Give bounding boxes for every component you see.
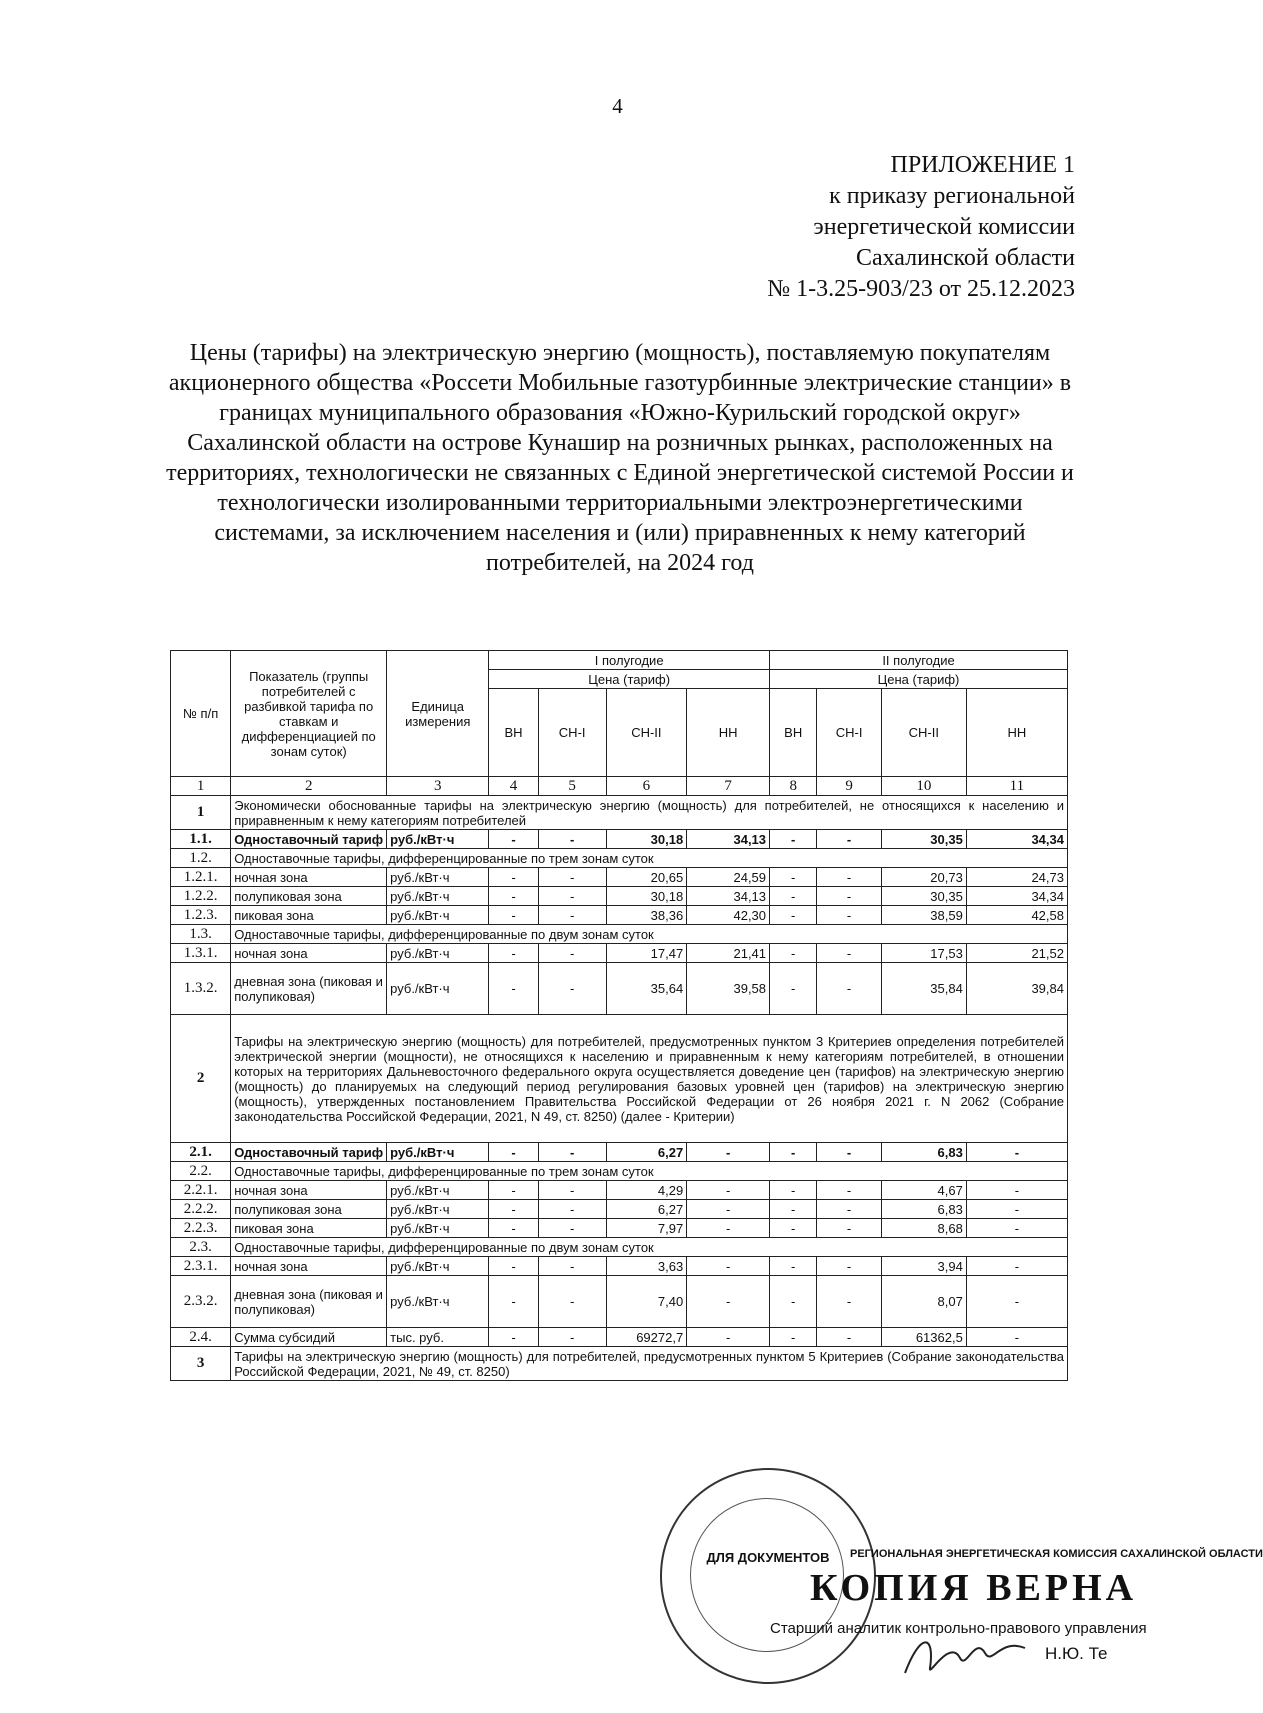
tariff-value: - <box>489 1328 538 1347</box>
tariff-value: - <box>687 1219 770 1238</box>
tariff-value: 69272,7 <box>606 1328 687 1347</box>
tariff-value: 6,83 <box>881 1200 966 1219</box>
certification-org: РЕГИОНАЛЬНАЯ ЭНЕРГЕТИЧЕСКАЯ КОМИССИЯ САХАЛИНСКОЙ ОБЛАСТИ <box>850 1548 1263 1560</box>
tariff-value: 3,94 <box>881 1257 966 1276</box>
subsection-text: Одноставочные тарифы, дифференцированные по двум зонам суток <box>231 925 1068 944</box>
tariff-value: - <box>489 1276 538 1328</box>
certification-position: Старший аналитик контрольно-правового управления <box>770 1620 1147 1637</box>
row-unit: руб./кВт·ч <box>387 906 489 925</box>
row-number: 1.1. <box>171 830 231 849</box>
tariff-value: - <box>817 944 882 963</box>
tariff-value: - <box>687 1200 770 1219</box>
tariff-value: - <box>966 1276 1067 1328</box>
tariff-value: - <box>817 1200 882 1219</box>
row-unit: руб./кВт·ч <box>387 868 489 887</box>
tariff-value: - <box>489 944 538 963</box>
subsection-number: 1.3. <box>171 925 231 944</box>
tariff-value: - <box>817 906 882 925</box>
header-level: СН-II <box>606 689 687 777</box>
tariff-value: 34,13 <box>687 830 770 849</box>
appendix-line: Сахалинской области <box>855 245 1075 271</box>
tariff-value: 42,30 <box>687 906 770 925</box>
row-indicator: пиковая зона <box>231 1219 387 1238</box>
header-half-2: II полугодие <box>770 651 1068 670</box>
header-indicator: Показатель (группы потребителей с разбивкой тарифа по ставкам и дифференциацией по зонам суток) <box>231 651 387 777</box>
row-number: 2.2.3. <box>171 1219 231 1238</box>
tariff-value: 24,59 <box>687 868 770 887</box>
tariff-value: - <box>770 1219 817 1238</box>
subsection-text: Одноставочные тарифы, дифференцированные по трем зонам суток <box>231 1162 1068 1181</box>
tariff-value: 21,52 <box>966 944 1067 963</box>
col-number: 3 <box>387 777 489 796</box>
tariff-value: - <box>770 963 817 1015</box>
col-number: 2 <box>231 777 387 796</box>
row-number: 2.3.2. <box>171 1276 231 1328</box>
section-number: 3 <box>171 1347 231 1381</box>
col-number: 1 <box>171 777 231 796</box>
row-unit: руб./кВт·ч <box>387 1257 489 1276</box>
tariff-value: 3,63 <box>606 1257 687 1276</box>
header-level: СН-I <box>817 689 882 777</box>
subsection-number: 1.2. <box>171 849 231 868</box>
tariff-value: - <box>538 1276 606 1328</box>
tariff-value: - <box>538 1219 606 1238</box>
tariff-value: 30,18 <box>606 830 687 849</box>
tariff-value: 42,58 <box>966 906 1067 925</box>
appendix-line: энергетической комиссии <box>813 214 1075 240</box>
tariff-value: - <box>687 1181 770 1200</box>
table-row <box>171 1257 1068 1276</box>
certification-mark: КОПИЯ ВЕРНА <box>810 1567 1138 1609</box>
page-number: 4 <box>612 94 623 118</box>
tariff-value: - <box>817 1219 882 1238</box>
section-text: Тарифы на электрическую энергию (мощность) для потребителей, предусмотренных пунктом 5 Критериев (Собрание законодательства Российской Федерации, 2021, № 49, ст. 8250) <box>231 1347 1068 1381</box>
tariff-value: 4,67 <box>881 1181 966 1200</box>
appendix-block <box>767 150 1075 305</box>
tariff-value: 6,83 <box>881 1143 966 1162</box>
header-half-1: I полугодие <box>489 651 770 670</box>
section-row <box>171 796 1068 830</box>
tariff-value: - <box>687 1276 770 1328</box>
col-number: 7 <box>687 777 770 796</box>
tariff-value: - <box>538 1328 606 1347</box>
col-number: 10 <box>881 777 966 796</box>
tariff-value: - <box>538 868 606 887</box>
subsection-number: 2.2. <box>171 1162 231 1181</box>
row-unit: руб./кВт·ч <box>387 1181 489 1200</box>
appendix-line: № 1-3.25-903/23 от 25.12.2023 <box>767 276 1075 302</box>
tariff-value: - <box>770 1200 817 1219</box>
row-indicator: дневная зона (пиковая и полупиковая) <box>231 963 387 1015</box>
tariff-value: 20,65 <box>606 868 687 887</box>
row-unit: руб./кВт·ч <box>387 1219 489 1238</box>
tariff-value: - <box>538 1181 606 1200</box>
tariff-value: - <box>489 1181 538 1200</box>
subsection-row <box>171 925 1068 944</box>
tariff-value: - <box>770 1143 817 1162</box>
col-number: 4 <box>489 777 538 796</box>
subsection-row <box>171 1238 1068 1257</box>
table-row <box>171 1200 1068 1219</box>
tariff-value: - <box>489 906 538 925</box>
tariff-value: 39,58 <box>687 963 770 1015</box>
tariff-value: - <box>966 1257 1067 1276</box>
tariff-value: - <box>770 1181 817 1200</box>
row-indicator: ночная зона <box>231 868 387 887</box>
col-number: 8 <box>770 777 817 796</box>
tariff-value: - <box>817 868 882 887</box>
header-level: СН-II <box>881 689 966 777</box>
tariff-value: - <box>966 1143 1067 1162</box>
tariff-value: 38,59 <box>881 906 966 925</box>
tariff-value: - <box>538 1257 606 1276</box>
tariff-value: 7,97 <box>606 1219 687 1238</box>
row-indicator: дневная зона (пиковая и полупиковая) <box>231 1276 387 1328</box>
table-row <box>171 906 1068 925</box>
tariff-value: 21,41 <box>687 944 770 963</box>
table-row <box>171 963 1068 1015</box>
header-price-2: Цена (тариф) <box>770 670 1068 689</box>
tariff-value: 35,84 <box>881 963 966 1015</box>
row-indicator: полупиковая зона <box>231 887 387 906</box>
row-unit: руб./кВт·ч <box>387 830 489 849</box>
subsection-text: Одноставочные тарифы, дифференцированные по трем зонам суток <box>231 849 1068 868</box>
subsection-number: 2.3. <box>171 1238 231 1257</box>
header-level: НН <box>687 689 770 777</box>
tariff-value: 6,27 <box>606 1143 687 1162</box>
header-price-1: Цена (тариф) <box>489 670 770 689</box>
section-text: Экономически обоснованные тарифы на электрическую энергию (мощность) для потребителей, не относящихся к населению и приравненным к нему категориям потребителей <box>231 796 1068 830</box>
tariff-value: - <box>538 830 606 849</box>
document-title: Цены (тарифы) на электрическую энергию (мощность), поставляемую покупателям акционерного общества «Россети Мобильные газотурбинные электрические станции» в границах муниципального образования «Южно-Курильский городской округ» Сахалинской области на острове Кунашир на розничных рынках, расположенных на территориях, технологически не связанных с Единой энергетической системой России и технологически изолированными территориальными электроэнергетическими системами, за исключением населения и (или) приравненных к нему категорий потребителей, на 2024 год <box>166 340 1074 576</box>
tariff-value: 20,73 <box>881 868 966 887</box>
tariff-value: - <box>489 1143 538 1162</box>
row-number: 2.1. <box>171 1143 231 1162</box>
tariff-value: 4,29 <box>606 1181 687 1200</box>
tariff-value: 17,47 <box>606 944 687 963</box>
row-unit: руб./кВт·ч <box>387 963 489 1015</box>
row-number: 2.2.2. <box>171 1200 231 1219</box>
tariff-value: 34,13 <box>687 887 770 906</box>
tariff-value: - <box>770 887 817 906</box>
row-indicator: Одноставочный тариф <box>231 830 387 849</box>
seal-text: ДЛЯ ДОКУМЕНТОВ <box>706 1550 830 1565</box>
tariff-value: - <box>687 1257 770 1276</box>
table-row <box>171 887 1068 906</box>
subsection-row <box>171 849 1068 868</box>
section-number: 1 <box>171 796 231 830</box>
row-number: 2.4. <box>171 1328 231 1347</box>
tariff-value: - <box>770 1257 817 1276</box>
tariff-value: 34,34 <box>966 830 1067 849</box>
col-number: 9 <box>817 777 882 796</box>
tariff-value: - <box>538 1143 606 1162</box>
section-row <box>171 1347 1068 1381</box>
section-number: 2 <box>171 1015 231 1143</box>
tariff-value: 34,34 <box>966 887 1067 906</box>
row-unit: руб./кВт·ч <box>387 1200 489 1219</box>
appendix-line: к приказу региональной <box>829 183 1075 209</box>
row-number: 1.2.2. <box>171 887 231 906</box>
row-unit: руб./кВт·ч <box>387 1276 489 1328</box>
row-number: 2.2.1. <box>171 1181 231 1200</box>
tariff-value: - <box>687 1143 770 1162</box>
row-number: 1.2.3. <box>171 906 231 925</box>
col-number: 11 <box>966 777 1067 796</box>
tariff-value: - <box>770 1276 817 1328</box>
header-level: ВН <box>770 689 817 777</box>
tariff-value: - <box>538 944 606 963</box>
table-row <box>171 1143 1068 1162</box>
tariff-value: - <box>489 887 538 906</box>
tariff-value: - <box>489 1257 538 1276</box>
tariff-value: - <box>489 963 538 1015</box>
table-row <box>171 868 1068 887</box>
col-number: 5 <box>538 777 606 796</box>
tariff-value: - <box>966 1219 1067 1238</box>
section-row <box>171 1015 1068 1143</box>
table-row <box>171 944 1068 963</box>
row-unit: руб./кВт·ч <box>387 944 489 963</box>
row-unit: тыс. руб. <box>387 1328 489 1347</box>
row-indicator: ночная зона <box>231 1181 387 1200</box>
tariff-value: - <box>817 1257 882 1276</box>
tariff-value: - <box>489 830 538 849</box>
tariff-value: 38,36 <box>606 906 687 925</box>
header-level: НН <box>966 689 1067 777</box>
table-row <box>171 1181 1068 1200</box>
header-level: ВН <box>489 689 538 777</box>
tariff-value: - <box>817 963 882 1015</box>
tariff-value: 8,68 <box>881 1219 966 1238</box>
tariff-value: - <box>817 1328 882 1347</box>
tariff-value: 6,27 <box>606 1200 687 1219</box>
tariff-value: - <box>538 963 606 1015</box>
header-unit: Единица измерения <box>387 651 489 777</box>
tariff-value: 30,18 <box>606 887 687 906</box>
row-unit: руб./кВт·ч <box>387 887 489 906</box>
subsection-text: Одноставочные тарифы, дифференцированные по двум зонам суток <box>231 1238 1068 1257</box>
row-indicator: Одноставочный тариф <box>231 1143 387 1162</box>
tariff-value: - <box>489 868 538 887</box>
tariff-value: - <box>770 944 817 963</box>
tariff-value: 7,40 <box>606 1276 687 1328</box>
tariff-value: - <box>817 830 882 849</box>
tariff-value: 61362,5 <box>881 1328 966 1347</box>
subsection-row <box>171 1162 1068 1181</box>
table-row <box>171 1219 1068 1238</box>
tariff-value: - <box>538 906 606 925</box>
row-number: 2.3.1. <box>171 1257 231 1276</box>
tariff-value: - <box>770 906 817 925</box>
tariff-value: - <box>687 1328 770 1347</box>
table-row <box>171 830 1068 849</box>
handwritten-signature <box>900 1628 1030 1683</box>
header-level: СН-I <box>538 689 606 777</box>
row-indicator: Сумма субсидий <box>231 1328 387 1347</box>
tariff-value: - <box>489 1200 538 1219</box>
row-number: 1.3.1. <box>171 944 231 963</box>
tariff-value: - <box>966 1328 1067 1347</box>
section-text: Тарифы на электрическую энергию (мощность) для потребителей, предусмотренных пунктом 3 Критериев определения потребителей электрической энергии (мощности), не относящихся к населению и приравненным к нему категориям потребителей, в отношении которых на территориях Дальневосточного федерального округа осуществляется доведение цен (тарифов) на электрическую энергию (мощность) до планируемых на следующий период регулирования базовых уровней цен (тарифов) на электрическую энергию (мощность), утвержденных постановлением Правительства Российской Федерации от 26 ноября 2021 г. N 2062 (Собрание законодательства Российской Федерации, 2021, N 49, ст. 8250) (далее - Критерии) <box>231 1015 1068 1143</box>
row-indicator: ночная зона <box>231 944 387 963</box>
row-number: 1.2.1. <box>171 868 231 887</box>
tariff-value: - <box>817 1143 882 1162</box>
tariff-value: 30,35 <box>881 830 966 849</box>
appendix-line: ПРИЛОЖЕНИЕ 1 <box>890 152 1075 178</box>
row-unit: руб./кВт·ч <box>387 1143 489 1162</box>
tariff-value: - <box>966 1200 1067 1219</box>
tariff-value: - <box>770 1328 817 1347</box>
tariff-value: 17,53 <box>881 944 966 963</box>
tariff-table <box>170 650 1068 1381</box>
tariff-value: 39,84 <box>966 963 1067 1015</box>
col-number: 6 <box>606 777 687 796</box>
row-indicator: ночная зона <box>231 1257 387 1276</box>
row-indicator: пиковая зона <box>231 906 387 925</box>
row-number: 1.3.2. <box>171 963 231 1015</box>
table-row <box>171 1276 1068 1328</box>
tariff-value: - <box>770 868 817 887</box>
tariff-value: - <box>817 1276 882 1328</box>
tariff-value: - <box>966 1181 1067 1200</box>
tariff-value: - <box>489 1219 538 1238</box>
tariff-value: - <box>770 830 817 849</box>
table-row <box>171 1328 1068 1347</box>
header-num: № п/п <box>171 651 231 777</box>
tariff-value: 30,35 <box>881 887 966 906</box>
tariff-value: 8,07 <box>881 1276 966 1328</box>
tariff-value: - <box>538 887 606 906</box>
tariff-value: - <box>817 887 882 906</box>
certification-name: Н.Ю. Те <box>1045 1644 1108 1663</box>
row-indicator: полупиковая зона <box>231 1200 387 1219</box>
tariff-value: 24,73 <box>966 868 1067 887</box>
tariff-value: - <box>817 1181 882 1200</box>
tariff-value: - <box>538 1200 606 1219</box>
tariff-value: 35,64 <box>606 963 687 1015</box>
